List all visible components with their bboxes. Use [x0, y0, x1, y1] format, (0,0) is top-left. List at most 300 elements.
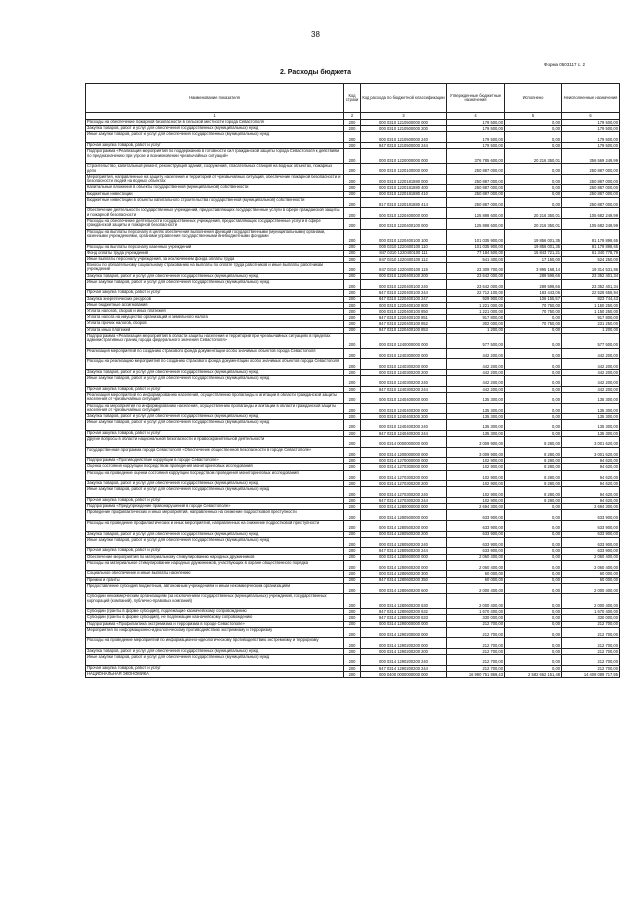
row-executed: 0,00 [505, 174, 562, 185]
row-executed: 0,00 [505, 420, 562, 431]
row-budget-code: 000 0310 1240400300 000 [361, 403, 447, 414]
row-line-code: 200 [344, 321, 361, 327]
row-unexecuted: 1 150 250,00 [562, 302, 620, 308]
row-approved: 22 712 100,00 [447, 290, 505, 296]
row-approved: 212 700,00 [447, 655, 505, 666]
row-budget-code: 847 0310 1210500000 244 [361, 142, 447, 148]
row-unexecuted: 2 060 400,00 [562, 560, 620, 571]
row-approved: 2 000 400,00 [447, 594, 505, 609]
table-row [86, 132, 620, 143]
row-name: Расходы на проведение мероприятий по информационно-идеологическому противодействию экстремизму и терроризму [86, 638, 344, 649]
row-executed: 0,00 [505, 594, 562, 609]
row-executed: 0,00 [505, 520, 562, 531]
row-name: Бюджетные инвестиции [86, 191, 344, 197]
table-row [86, 583, 620, 594]
row-unexecuted: 633 900,00 [562, 548, 620, 554]
row-line-code: 200 [344, 665, 361, 671]
row-budget-code: 000 0310 1220181880 410 [361, 191, 447, 197]
row-line-code: 200 [344, 229, 361, 244]
row-executed: 3 995 168,14 [505, 263, 562, 274]
row-line-code: 200 [344, 447, 361, 458]
row-line-code: 200 [344, 504, 361, 510]
row-name: Закупка товаров, работ и услуг для обеспечения государственных (муниципальных) нужд [86, 369, 344, 375]
row-budget-code: 847 0310 1220400100 119 [361, 263, 447, 274]
row-unexecuted: 179 500,00 [562, 120, 620, 126]
row-line-code: 200 [344, 348, 361, 359]
row-executed: 8 280,00 [505, 487, 562, 498]
row-unexecuted: 23 352 401,34 [562, 279, 620, 290]
row-approved: 633 900,00 [447, 520, 505, 531]
row-unexecuted: 81 179 898,65 [562, 244, 620, 250]
row-line-code: 200 [344, 185, 361, 191]
header-unexecuted: Неисполненные назначения [562, 84, 620, 113]
table-row [86, 333, 620, 348]
row-name: Премии и гранты [86, 577, 344, 583]
row-budget-code: 847 0314 1280500200 244 [361, 548, 447, 554]
row-line-code: 200 [344, 470, 361, 481]
row-line-code: 200 [344, 627, 361, 638]
row-approved: 212 700,00 [447, 627, 505, 638]
row-unexecuted: 250 887 000,00 [562, 164, 620, 175]
row-name: Прочая закупка товаров, работ и услуг [86, 665, 344, 671]
header-number: 5 [505, 113, 562, 120]
row-line-code: 200 [344, 218, 361, 229]
row-executed: 20 216 350,01 [505, 149, 562, 164]
row-budget-code: 000 0310 1240300200 200 [361, 369, 447, 375]
row-approved: 1 670 400,00 [447, 609, 505, 615]
row-line-code: 200 [344, 594, 361, 609]
row-budget-code: 000 0310 1220100000 000 [361, 164, 447, 175]
row-line-code: 200 [344, 359, 361, 370]
row-line-code: 200 [344, 149, 361, 164]
row-budget-code: 847 0314 1280600200 350 [361, 577, 447, 583]
row-executed: 0,00 [505, 627, 562, 638]
row-budget-code: 000 0314 1280600200 600 [361, 583, 447, 594]
row-approved: 102 900,00 [447, 464, 505, 470]
row-budget-code: 817 0310 1220181880 414 [361, 197, 447, 208]
row-unexecuted: 250 887 000,00 [562, 185, 620, 191]
row-line-code: 200 [344, 296, 361, 302]
row-executed: 8 280,00 [505, 470, 562, 481]
row-approved: 633 900,00 [447, 531, 505, 537]
row-name: Иные закупки товаров, работ и услуг для обеспечения государственных (муниципальных) нужд [86, 487, 344, 498]
row-name: Расходы на выплаты персоналу в целях обеспечения выполнения функций государственными (муниципальными) органами, казенными учреждениями, органами управления государственными внебюджетными фондами [86, 229, 344, 244]
row-unexecuted: 179 500,00 [562, 142, 620, 148]
table-row [86, 403, 620, 414]
row-budget-code: 000 0310 1240000000 000 [361, 333, 447, 348]
row-executed: 289 598,66 [505, 273, 562, 279]
row-budget-code: 000 0314 1280500200 000 [361, 520, 447, 531]
row-name: Прочая закупка товаров, работ и услуг [86, 142, 344, 148]
row-name: Иные закупки товаров, работ и услуг для обеспечения государственных (муниципальных) нужд [86, 132, 344, 143]
table-row [86, 420, 620, 431]
row-executed: 0,00 [505, 315, 562, 321]
row-approved: 442 200,00 [447, 369, 505, 375]
row-line-code: 200 [344, 392, 361, 403]
row-line-code: 200 [344, 315, 361, 321]
row-approved: 442 200,00 [447, 348, 505, 359]
row-executed: 106 155,57 [505, 296, 562, 302]
row-name: Расходы на обеспечение пожарной безопасности в сельской местности города Севастополя [86, 120, 344, 126]
row-approved: 212 700,00 [447, 638, 505, 649]
row-line-code: 200 [344, 615, 361, 621]
row-approved: 330 000,00 [447, 615, 505, 621]
row-budget-code: 000 0314 1290000000 000 [361, 621, 447, 627]
row-name: Подпрограмма «Профилактика экстремизма и терроризма в городе Севастополе» [86, 621, 344, 627]
row-line-code: 200 [344, 386, 361, 392]
row-executed: 70 750,00 [505, 321, 562, 327]
row-budget-code: 847 0310 1220400100 112 [361, 256, 447, 262]
table-row [86, 197, 620, 208]
row-budget-code: 000 0310 1220400100 850 [361, 309, 447, 315]
row-approved: 102 900,00 [447, 498, 505, 504]
row-unexecuted: 135 300,00 [562, 420, 620, 431]
row-unexecuted: 577 500,00 [562, 333, 620, 348]
row-executed: 0,00 [505, 577, 562, 583]
row-executed: 8 280,00 [505, 458, 562, 464]
row-approved: 125 898 600,00 [447, 208, 505, 219]
table-row [86, 149, 620, 164]
row-executed: 0,00 [505, 132, 562, 143]
row-unexecuted: 3 001 620,00 [562, 437, 620, 448]
row-name: Расходы на материальное стимулирование народных дружинников, участвующих в охране общественного порядка [86, 560, 344, 571]
row-line-code: 200 [344, 164, 361, 175]
row-line-code: 200 [344, 403, 361, 414]
row-line-code: 200 [344, 548, 361, 554]
row-executed: 15 843 721,21 [505, 250, 562, 256]
header-number: 3 [361, 113, 447, 120]
row-unexecuted: 94 620,00 [562, 481, 620, 487]
row-budget-code: 000 0314 1290200200 000 [361, 638, 447, 649]
row-approved: 102 900,00 [447, 487, 505, 498]
row-name: Закупка товаров, работ и услуг для обеспечения государственных (муниципальных) нужд [86, 481, 344, 487]
table-row [86, 392, 620, 403]
row-name: Расходы на проведение профилактических и иных мероприятий, направленных на снижение подростковой преступности [86, 520, 344, 531]
table-row [86, 655, 620, 666]
row-name: Социальное обеспечение и иные выплаты населению [86, 571, 344, 577]
row-name: Оценка состояния коррупции посредством проведения мониторинговых исследований [86, 464, 344, 470]
row-unexecuted: 94 620,00 [562, 470, 620, 481]
row-executed: 289 598,66 [505, 279, 562, 290]
row-unexecuted: 823 744,43 [562, 296, 620, 302]
row-approved: 633 900,00 [447, 510, 505, 521]
row-line-code: 200 [344, 638, 361, 649]
row-budget-code: 000 0314 1270300200 240 [361, 487, 447, 498]
table-row [86, 208, 620, 219]
row-unexecuted: 524 250,00 [562, 256, 620, 262]
row-unexecuted: 633 900,00 [562, 520, 620, 531]
table-row [86, 437, 620, 448]
row-budget-code: 000 0314 1270300200 200 [361, 481, 447, 487]
row-budget-code: 847 0310 1220400100 851 [361, 315, 447, 321]
row-line-code: 200 [344, 263, 361, 274]
row-unexecuted: 633 900,00 [562, 537, 620, 548]
row-line-code: 200 [344, 531, 361, 537]
expenses-table [85, 83, 620, 678]
table-row [86, 594, 620, 609]
row-name: Прочая закупка товаров, работ и услуг [86, 430, 344, 436]
row-name: Подпрограмма «Реализация мероприятий по поддержанию в готовности сил гражданской защиты города Севастополя к действиям по предназначению при угрозе и возникновении чрезвычайных ситуаций» [86, 149, 344, 164]
row-name: Закупка товаров, работ и услуг для обеспечения государственных (муниципальных) нужд [86, 273, 344, 279]
row-executed: 0,00 [505, 369, 562, 375]
row-unexecuted: 231 250,00 [562, 321, 620, 327]
row-budget-code: 000 0314 1290200000 000 [361, 627, 447, 638]
row-approved: 2 694 300,00 [447, 504, 505, 510]
row-budget-code: 000 0310 1220400100 000 [361, 218, 447, 229]
row-budget-code: 847 0310 1220400100 852 [361, 321, 447, 327]
row-approved: 577 500,00 [447, 333, 505, 348]
row-name: Взносы по обязательному социальному страхованию на выплаты по оплате труда работников и иные выплаты работникам учреждений [86, 263, 344, 274]
row-budget-code: 847 0310 1240400300 244 [361, 430, 447, 436]
row-line-code: 200 [344, 414, 361, 420]
row-unexecuted: 2 694 300,00 [562, 504, 620, 510]
row-approved: 250 887 000,00 [447, 197, 505, 208]
row-unexecuted: 60 000,00 [562, 577, 620, 583]
table-body [86, 120, 620, 678]
row-name: Расходы на обеспечение деятельности государственных учреждений, предоставляющих государственные услуги в сфере гражданской защиты и пожарной безопасности [86, 218, 344, 229]
row-approved: 212 700,00 [447, 621, 505, 627]
row-unexecuted: 19 314 531,86 [562, 263, 620, 274]
row-budget-code: 847 0310 1220400100 244 [361, 290, 447, 296]
row-executed: 0,00 [505, 649, 562, 655]
row-executed: 0,00 [505, 621, 562, 627]
row-line-code: 200 [344, 583, 361, 594]
row-approved: 179 500,00 [447, 120, 505, 126]
row-budget-code: 000 0314 1280600000 000 [361, 554, 447, 560]
row-approved: 376 785 600,00 [447, 149, 505, 164]
row-budget-code: 000 0310 1240300200 000 [361, 359, 447, 370]
row-executed: 8 280,00 [505, 498, 562, 504]
row-approved: 250 887 000,00 [447, 185, 505, 191]
header-approved: Утвержденные бюджетные назначения [447, 84, 505, 113]
row-budget-code: 000 0310 1220181880 000 [361, 174, 447, 185]
row-name: Иные бюджетные ассигнования [86, 302, 344, 308]
row-budget-code: 000 0314 1270000000 000 [361, 458, 447, 464]
row-executed: 0,00 [505, 376, 562, 387]
row-name: Фонд оплаты труда учреждений [86, 250, 344, 256]
row-line-code: 200 [344, 197, 361, 208]
row-unexecuted: 2 060 400,00 [562, 554, 620, 560]
row-executed: 0,00 [505, 191, 562, 197]
row-executed: 2 582 662 151,48 [505, 672, 562, 678]
row-approved: 23 642 000,00 [447, 273, 505, 279]
row-budget-code: 000 0400 0000000000 000 [361, 672, 447, 678]
row-budget-code: 000 0310 1240300000 000 [361, 348, 447, 359]
table-row [86, 560, 620, 571]
row-unexecuted: 442 200,00 [562, 348, 620, 359]
row-unexecuted: 212 700,00 [562, 638, 620, 649]
row-unexecuted: 212 700,00 [562, 655, 620, 666]
row-budget-code: 000 0310 1210500000 200 [361, 126, 447, 132]
row-approved: 302 000,00 [447, 321, 505, 327]
row-budget-code: 000 0310 1240300200 240 [361, 376, 447, 387]
row-executed: 0,00 [505, 548, 562, 554]
row-executed: 0,00 [505, 510, 562, 521]
row-name: Реализация мероприятий по информированию населения, осуществлению пропаганды и агитации в области гражданской защиты населения от чрезвычайных ситуаций [86, 392, 344, 403]
row-name: Обеспечение мероприятий по материальному стимулированию народных дружинников [86, 554, 344, 560]
row-unexecuted: 633 900,00 [562, 531, 620, 537]
table-row [86, 672, 620, 678]
row-executed: 19 856 001,35 [505, 229, 562, 244]
row-line-code: 200 [344, 279, 361, 290]
row-budget-code: 847 0314 1280600200 633 [361, 615, 447, 621]
row-name: НАЦИОНАЛЬНАЯ ЭКОНОМИКА [86, 672, 344, 678]
row-approved: 3 009 900,00 [447, 447, 505, 458]
row-approved: 633 900,00 [447, 537, 505, 548]
row-name: Предоставление субсидий бюджетным, автономным учреждениям и иным некоммерческим организациям [86, 583, 344, 594]
row-executed: 0,00 [505, 665, 562, 671]
row-line-code: 200 [344, 369, 361, 375]
row-approved: 442 200,00 [447, 376, 505, 387]
row-executed: 0,00 [505, 531, 562, 537]
row-executed: 20 216 350,01 [505, 208, 562, 219]
row-name: Закупка товаров, работ и услуг для обеспечения государственных (муниципальных) нужд [86, 649, 344, 655]
header-code: Код расхода по бюджетной классификации [361, 84, 447, 113]
row-executed: 0,00 [505, 537, 562, 548]
row-approved: 1 221 000,00 [447, 302, 505, 308]
row-executed: 0,00 [505, 348, 562, 359]
row-unexecuted: 94 620,00 [562, 458, 620, 464]
row-executed: 0,00 [505, 560, 562, 571]
row-unexecuted: 212 700,00 [562, 649, 620, 655]
row-approved: 102 900,00 [447, 458, 505, 464]
row-unexecuted: 2 000 400,00 [562, 583, 620, 594]
row-name: Субсидии некоммерческим организациям (за исключением государственных (муниципальных) учреждений, государственных корпораций (компаний), публично-правовых компаний) [86, 594, 344, 609]
row-executed: 0,00 [505, 430, 562, 436]
header-number-row [86, 113, 620, 120]
row-name: Иные закупки товаров, работ и услуг для обеспечения государственных (муниципальных) нужд [86, 537, 344, 548]
row-unexecuted: 14 408 089 717,95 [562, 672, 620, 678]
row-line-code: 200 [344, 510, 361, 521]
row-unexecuted: 917 800,00 [562, 315, 620, 321]
table-row [86, 348, 620, 359]
row-line-code: 200 [344, 464, 361, 470]
row-line-code: 200 [344, 250, 361, 256]
row-executed: 19 856 001,35 [505, 244, 562, 250]
row-budget-code: 000 0310 1240400000 000 [361, 392, 447, 403]
header-row [86, 84, 620, 113]
table-row [86, 376, 620, 387]
header-line: Код строки [344, 84, 361, 113]
row-line-code: 200 [344, 142, 361, 148]
row-line-code: 200 [344, 256, 361, 262]
row-line-code: 200 [344, 481, 361, 487]
row-line-code: 200 [344, 302, 361, 308]
row-line-code: 200 [344, 333, 361, 348]
row-approved: 179 500,00 [447, 126, 505, 132]
table-row [86, 359, 620, 370]
row-approved: 929 900,00 [447, 296, 505, 302]
row-executed: 0,00 [505, 403, 562, 414]
row-line-code: 200 [344, 560, 361, 571]
row-unexecuted: 330 000,00 [562, 615, 620, 621]
row-name: Иные закупки товаров, работ и услуг для обеспечения государственных (муниципальных) нужд [86, 420, 344, 431]
row-budget-code: 000 0310 1220400100 200 [361, 273, 447, 279]
table-row [86, 638, 620, 649]
row-name: Проведение профилактических и иных мероприятий, направленных на снижение подростковой преступности [86, 510, 344, 521]
row-name: Мероприятия по информационно-идеологическому противодействию экстремизму и терроризму [86, 627, 344, 638]
row-name: Иные выплаты персоналу учреждений, за исключением фонда оплаты труда [86, 256, 344, 262]
row-approved: 101 035 900,00 [447, 244, 505, 250]
row-budget-code: 000 0310 1210500000 240 [361, 132, 447, 143]
row-unexecuted: 212 700,00 [562, 665, 620, 671]
row-unexecuted: 442 200,00 [562, 359, 620, 370]
row-line-code: 200 [344, 430, 361, 436]
row-unexecuted: 94 620,00 [562, 498, 620, 504]
row-approved: 23 309 700,00 [447, 263, 505, 274]
row-name: Реализация мероприятий по созданию страхового фонда документации особо значимых объектов города Севастополя [86, 348, 344, 359]
row-approved: 1 221 000,00 [447, 309, 505, 315]
row-executed: 0,00 [505, 583, 562, 594]
row-executed: 0,00 [505, 120, 562, 126]
row-approved: 102 900,00 [447, 481, 505, 487]
row-budget-code: 000 0310 1240400300 240 [361, 420, 447, 431]
row-line-code: 200 [344, 174, 361, 185]
table-row [86, 218, 620, 229]
row-budget-code: 000 0314 1280000000 000 [361, 504, 447, 510]
row-line-code: 200 [344, 649, 361, 655]
row-executed: 0,00 [505, 655, 562, 666]
row-executed: 20 216 350,01 [505, 218, 562, 229]
row-executed: 8 280,00 [505, 464, 562, 470]
row-line-code: 200 [344, 655, 361, 666]
row-line-code: 200 [344, 126, 361, 132]
row-budget-code: 847 0314 1270300200 244 [361, 498, 447, 504]
row-line-code: 200 [344, 458, 361, 464]
section-title: 2. Расходы бюджета [280, 69, 351, 76]
row-budget-code: 847 0310 1240300200 244 [361, 386, 447, 392]
row-approved: 77 184 500,00 [447, 250, 505, 256]
row-executed: 0,00 [505, 327, 562, 333]
row-approved: 23 642 000,00 [447, 279, 505, 290]
table-row [86, 470, 620, 481]
row-executed: 8 280,00 [505, 481, 562, 487]
row-line-code: 200 [344, 327, 361, 333]
row-approved: 1 200,00 [447, 327, 505, 333]
row-line-code: 200 [344, 609, 361, 615]
row-budget-code: 000 0314 1290200200 200 [361, 649, 447, 655]
table-row [86, 229, 620, 244]
row-line-code: 200 [344, 577, 361, 583]
row-unexecuted: 212 700,00 [562, 627, 620, 638]
row-budget-code: 000 0310 1220400100 110 [361, 244, 447, 250]
row-executed: 17 150,00 [505, 256, 562, 262]
header-number: 6 [562, 113, 620, 120]
row-executed: 0,00 [505, 185, 562, 191]
row-line-code: 200 [344, 376, 361, 387]
row-unexecuted: 633 900,00 [562, 510, 620, 521]
row-name: Подпрограмма «Реализация мероприятий в области защиты населения и территорий при чрезвычайных ситуациях в пределах административных границ города федерального значения Севастополя» [86, 333, 344, 348]
row-budget-code: 000 0310 1210500000 000 [361, 120, 447, 126]
row-approved: 125 898 600,00 [447, 218, 505, 229]
header-number: 2 [344, 113, 361, 120]
row-unexecuted: 3 001 620,00 [562, 447, 620, 458]
row-name: Закупка товаров, работ и услуг для обеспечения государственных (муниципальных) нужд [86, 126, 344, 132]
header-name: Наименование показателя [86, 84, 344, 113]
row-budget-code: 847 0310 1220400100 853 [361, 327, 447, 333]
row-name: Субсидии (гранты в форме субсидий), подлежащие казначейскому сопровождению [86, 609, 344, 615]
row-unexecuted: 212 700,00 [562, 621, 620, 627]
row-approved: 60 000,00 [447, 577, 505, 583]
row-unexecuted: 250 887 000,00 [562, 191, 620, 197]
row-name: Капитальные вложения в объекты государственной (муниципальной) собственности [86, 185, 344, 191]
table-row [86, 447, 620, 458]
row-executed: 8 280,00 [505, 447, 562, 458]
row-approved: 442 200,00 [447, 386, 505, 392]
row-budget-code: 000 0314 1280600200 300 [361, 571, 447, 577]
row-name: Строительство, капитальный ремонт, реконструкция зданий, сооружений, спасательных станций на водных объектах, пожарных депо [86, 164, 344, 175]
row-approved: 135 300,00 [447, 403, 505, 414]
